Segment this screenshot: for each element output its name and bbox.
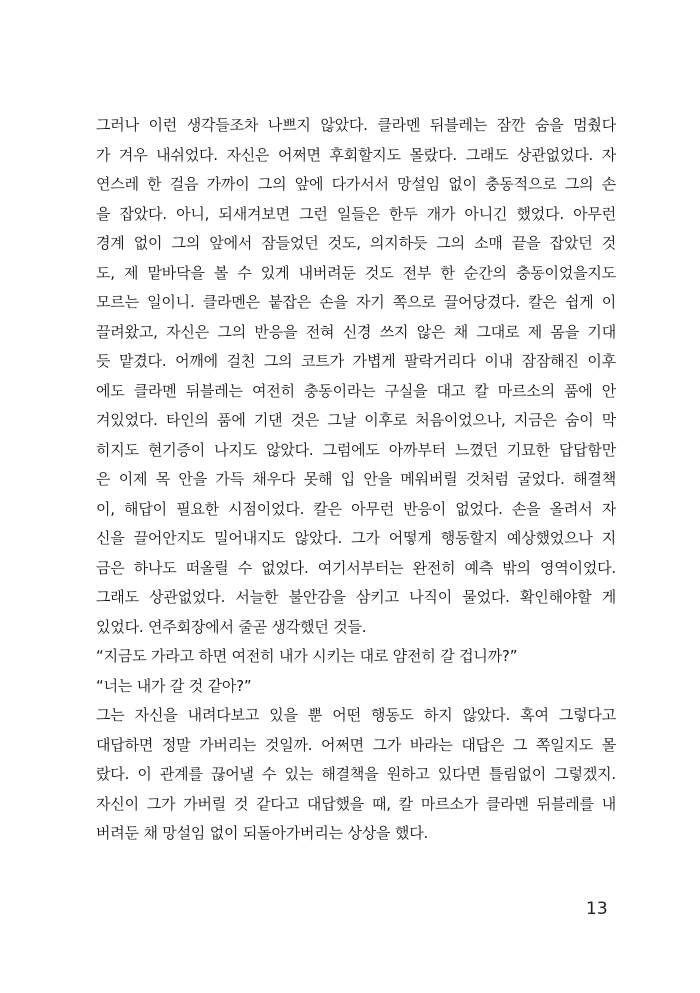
text-line: 연스레 한 걸음 가까이 그의 앞에 다가서서 망설임 없이 충동적으로 그의 손: [96, 175, 616, 193]
text-line: 자신이 그가 가버릴 것 같다고 대답했을 때, 칼 마르소가 클라멘 뒤블레를 내: [96, 794, 616, 813]
text-line: 그래도 상관없었다. 서늘한 불안감을 삼키고 나직이 물었다. 확인해야할 게: [96, 588, 616, 606]
text-line: 있었다. 연주회장에서 줄곧 생각했던 것들.: [96, 617, 367, 636]
text-line: 을 잡았다. 아니, 되새겨보면 그런 일들은 한두 개가 아니긴 했었다. 아무런: [96, 204, 616, 223]
paragraph: [96, 701, 616, 849]
text-line: 신을 끌어안지도 밀어내지도 않았다. 그가 어떻게 행동할지 예상했었으나 지: [96, 529, 616, 547]
text-line: 도, 제 맡바닥을 볼 수 있게 내버려둔 것도 전부 한 순간의 충동이었을지도: [96, 263, 616, 282]
text-line: 에도 클라멘 뒤블레는 여전히 충동이라는 구실을 대고 칼 마르소의 품에 안: [96, 381, 616, 400]
text-line: 모르는 일이니. 클라멘은 붙잡은 손을 자기 쪽으로 끌어당겼다. 칼은 쉽게 이: [96, 293, 616, 311]
text-line: “지금도 가라고 하면 여전히 내가 시키는 대로 얌전히 갈 겁니까?”: [96, 647, 518, 665]
text-line: 히지도 현기증이 나지도 않았다. 그럼에도 아까부터 느꼈던 기묘한 답답함만: [96, 440, 616, 459]
text-line: 가 겨우 내쉬었다. 자신은 어쩌면 후회할지도 몰랐다. 그래도 상관없었다. 자: [96, 145, 616, 164]
text-line: 그는 자신을 내려다보고 있을 뿐 어떤 행동도 하지 않았다. 혹여 그렇다고: [96, 706, 616, 724]
page-number: 13: [586, 899, 608, 919]
text-line: 듯 맡겼다. 어깨에 걸친 그의 코트가 가볍게 팔락거리다 이내 잠잠해진 이후: [96, 352, 616, 370]
text-line: 경계 없이 그의 앞에서 잠들었던 것도, 의지하듯 그의 소매 끝을 잡았던 것: [96, 234, 616, 252]
text-line: 은 이제 목 안을 가득 채우다 못해 입 안을 메워버릴 것처럼 굴었다. 해결책: [96, 470, 616, 488]
text-line: 이, 해답이 필요한 시점이었다. 칼은 아무런 반응이 없었다. 손을 올려서 자: [96, 499, 616, 518]
text-line: “너는 내가 갈 것 같아?”: [96, 676, 252, 695]
paragraph: [96, 111, 616, 642]
text-line: 겨있었다. 타인의 품에 기댄 것은 그날 이후로 처음이었으나, 지금은 숨이 막: [96, 411, 616, 429]
body-text: [96, 111, 616, 849]
text-line: 랐다. 이 관계를 끊어낼 수 있는 해결책을 원하고 있다면 틀림없이 그렇겠지.: [96, 765, 616, 783]
paragraph: [96, 642, 616, 672]
text-line: 그러나 이런 생각들조차 나쁘지 않았다. 클라멘 뒤블레는 잠깐 숨을 멈췄다: [96, 116, 616, 134]
text-line: 버려둔 채 망설임 없이 되돌아가버리는 상상을 했다.: [96, 824, 429, 842]
paragraph: [96, 672, 616, 702]
text-line: 대답하면 정말 가버리는 것일까. 어쩌면 그가 바라는 대답은 그 쪽일지도 몰: [96, 735, 616, 754]
text-line: 끌려왔고, 자신은 그의 반응을 전혀 신경 쓰지 않은 채 그대로 제 몸을 기대: [96, 322, 616, 341]
text-line: 금은 하나도 떠올릴 수 없었다. 여기서부터는 완전히 예측 밖의 영역이었다.: [96, 558, 616, 577]
